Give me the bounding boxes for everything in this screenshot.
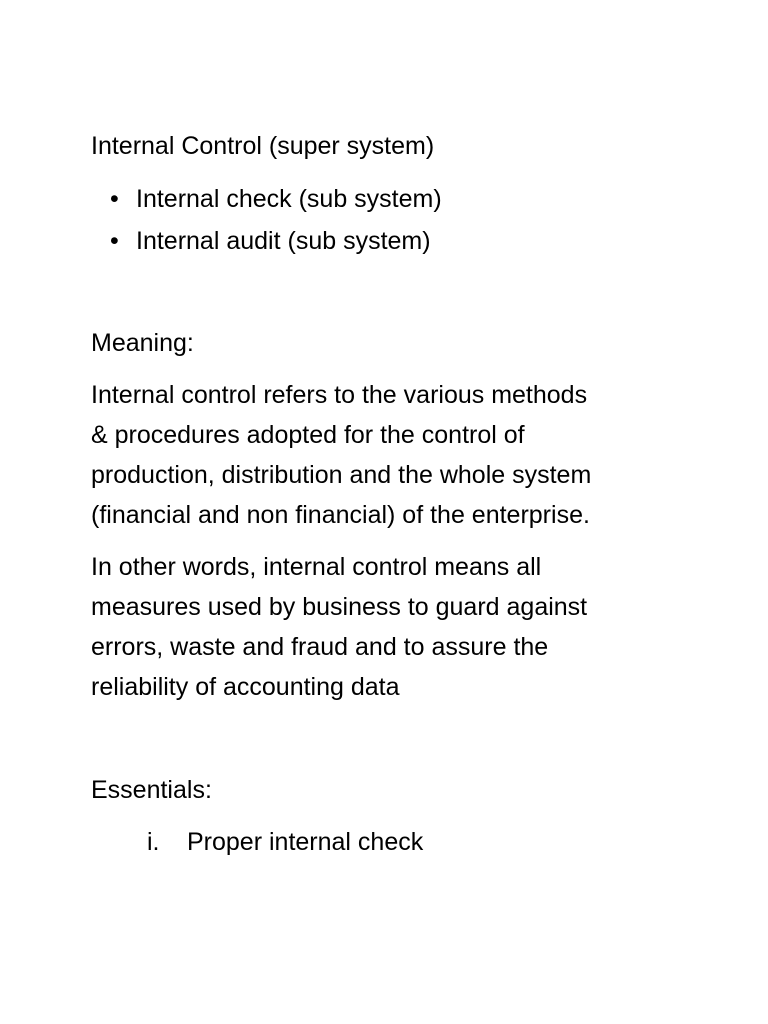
bullet-icon: •: [110, 227, 119, 255]
bullet-item-text: Internal check (sub system): [136, 185, 442, 213]
paragraph-line: measures used by business to guard against: [91, 593, 588, 621]
paragraph-line: (financial and non financial) of the enterprise.: [91, 501, 590, 529]
list-number: i.: [147, 828, 160, 856]
essentials-heading: Essentials:: [91, 776, 212, 804]
paragraph-line: reliability of accounting data: [91, 673, 400, 701]
meaning-heading: Meaning:: [91, 329, 194, 357]
bullet-item: [110, 184, 442, 214]
bullet-icon: •: [110, 185, 119, 213]
essentials-list-item: [147, 827, 423, 857]
paragraph-line: errors, waste and fraud and to assure the: [91, 633, 549, 661]
meaning-paragraph: [91, 375, 711, 535]
document-heading: Internal Control (super system): [91, 132, 435, 160]
bullet-item: [110, 226, 431, 256]
paragraph-line: In other words, internal control means all: [91, 553, 542, 581]
paragraph-line: Internal control refers to the various methods: [91, 381, 588, 409]
other-words-paragraph: [91, 547, 711, 707]
paragraph-line: & procedures adopted for the control of: [91, 421, 525, 449]
bullet-item-text: Internal audit (sub system): [136, 227, 431, 255]
list-item-text: Proper internal check: [187, 828, 424, 856]
paragraph-line: production, distribution and the whole system: [91, 461, 592, 489]
